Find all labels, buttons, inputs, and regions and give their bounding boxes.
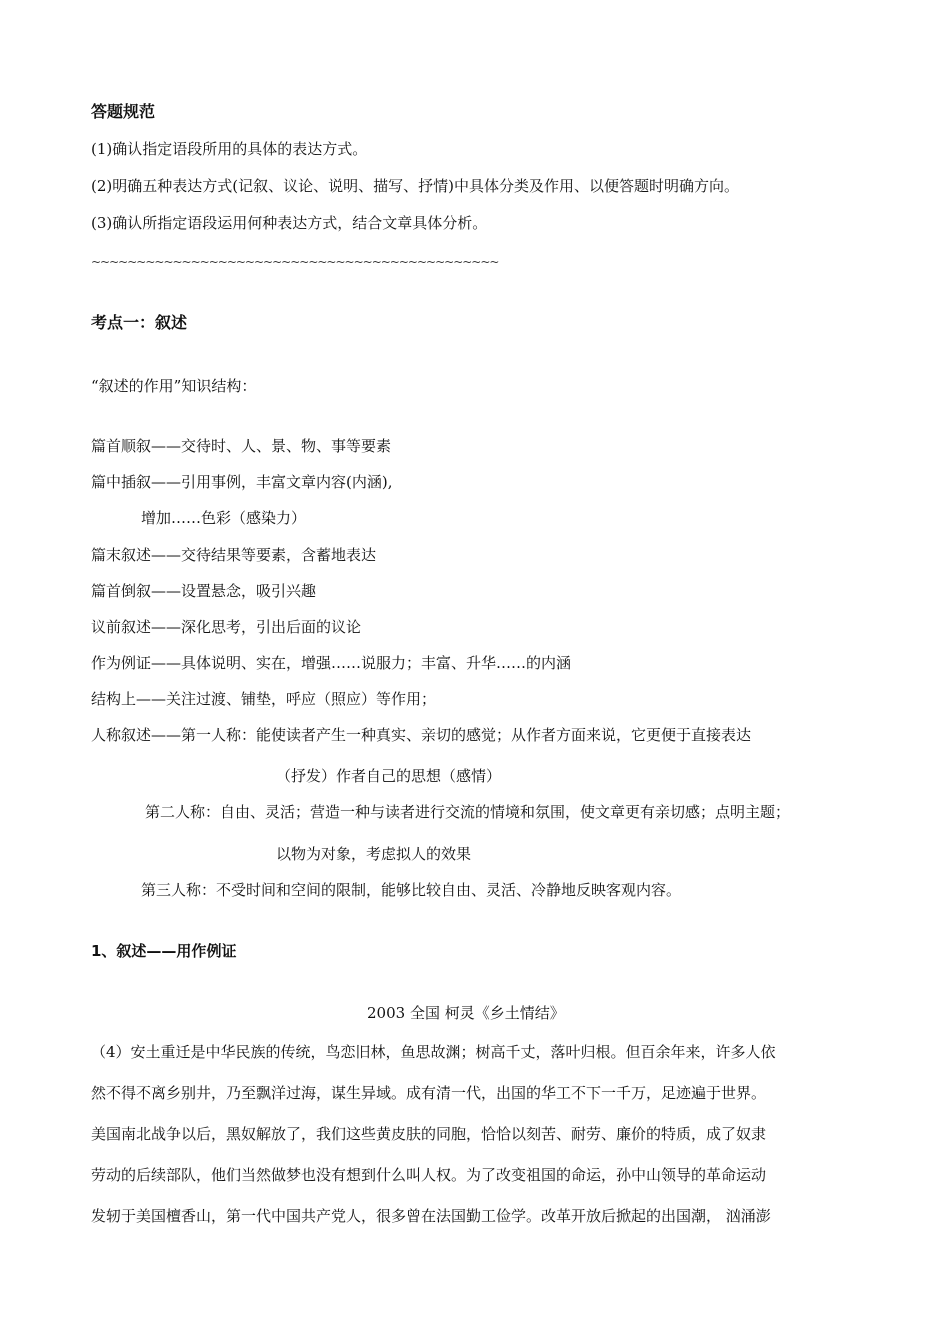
- section-heading-point-one: 考点一：叙述: [91, 313, 188, 332]
- example-heading: 1、叙述——用作例证: [91, 942, 237, 960]
- example-source: 2003 全国 柯灵《乡土情结》: [367, 1004, 565, 1022]
- paragraph-line: 劳动的后续部队，他们当然做梦也没有想到什么叫人权。为了改变祖国的命运，孙中山领导的革命运动: [91, 1166, 767, 1184]
- section-heading-norms: 答题规范: [91, 102, 156, 121]
- structure-line: 结构上——关注过渡、铺垫，呼应（照应）等作用；: [91, 690, 437, 708]
- structure-line: 作为例证——具体说明、实在，增强……说服力；丰富、升华……的内涵: [91, 654, 572, 672]
- structure-line: 增加……色彩（感染力）: [141, 509, 307, 527]
- structure-title: “叙述的作用”知识结构：: [91, 377, 257, 395]
- paragraph-line: （4）安土重迁是中华民族的传统，鸟恋旧林，鱼思故渊；树高千丈，落叶归根。但百余年来，许多人依: [91, 1043, 776, 1061]
- structure-line: 篇中插叙——引用事例，丰富文章内容(内涵),: [91, 473, 393, 491]
- structure-line: 人称叙述——第一人称：能使读者产生一种真实、亲切的感觉；从作者方面来说，它更便于直接表达: [91, 726, 752, 744]
- structure-line: 篇末叙述——交待结果等要素，含蓄地表达: [91, 546, 377, 564]
- structure-line: 篇首顺叙——交待时、人、景、物、事等要素: [91, 437, 392, 455]
- structure-line: 第三人称：不受时间和空间的限制，能够比较自由、灵活、冷静地反映客观内容。: [141, 881, 682, 899]
- norm-item-1: (1)确认指定语段所用的具体的表达方式。: [91, 140, 368, 158]
- paragraph-line: 美国南北战争以后，黑奴解放了，我们这些黄皮肤的同胞，恰恰以刻苦、耐劳、廉价的特质，成了奴隶: [91, 1125, 767, 1143]
- paragraph-line: 发轫于美国檀香山，第一代中国共产党人，很多曾在法国勤工俭学。改革开放后掀起的出国潮， 汹涌澎: [91, 1207, 771, 1225]
- structure-line: 议前叙述——深化思考，引出后面的议论: [91, 618, 362, 636]
- structure-line: （抒发）作者自己的思想（感情）: [276, 767, 502, 785]
- structure-line: 以物为对象，考虑拟人的效果: [276, 845, 472, 863]
- structure-line: 第二人称：自由、灵活；营造一种与读者进行交流的情境和氛围，使文章更有亲切感；点明主题；: [145, 803, 791, 821]
- norm-item-3: (3)确认所指定语段运用何种表达方式，结合文章具体分析。: [91, 214, 488, 232]
- structure-line: 篇首倒叙——设置悬念，吸引兴趣: [91, 582, 317, 600]
- paragraph-line: 然不得不离乡别井，乃至飘洋过海，谋生异域。成有清一代，出国的华工不下一千万，足迹遍于世界。: [91, 1084, 767, 1102]
- norm-item-2: (2)明确五种表达方式(记叙、议论、说明、描写、抒情)中具体分类及作用、以便答题时明确方向。: [91, 177, 739, 195]
- tilde-divider: ~~~~~~~~~~~~~~~~~~~~~~~~~~~~~~~~~~~~~~~~~~~~~: [91, 255, 499, 269]
